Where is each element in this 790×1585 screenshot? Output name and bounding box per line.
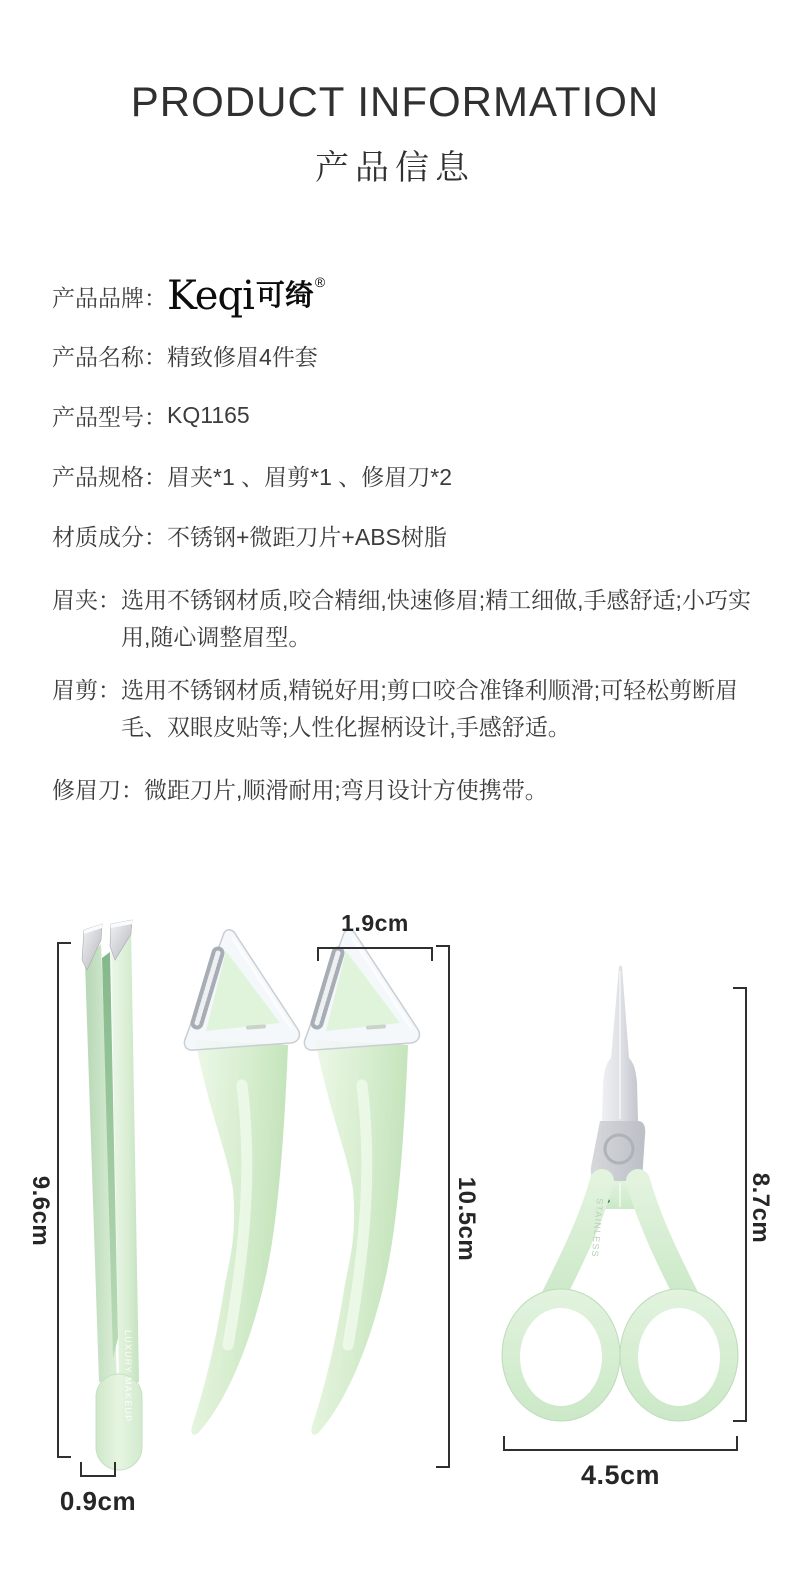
registered-mark-icon: ® [314,274,326,290]
dimension-label-razor-length: 10.5cm [453,1176,480,1262]
spec-value: 不锈钢+微距刀片+ABS树脂 [167,523,447,550]
desc-label: 修眉刀： [52,777,144,803]
desc-label: 眉剪： [52,677,121,703]
dimension-label-tweezers-length: 9.6cm [27,1175,54,1247]
spec-label: 产品型号： [52,403,167,430]
dimension-line-tweezers-length [57,942,71,1458]
dimension-line-razor-head-width [317,947,433,961]
spec-label: 产品名称： [52,343,167,370]
brand-label: 产品品牌： [52,284,167,311]
dimension-label-tweezers-width: 0.9cm [59,1486,137,1516]
dimension-line-scissors-length [733,987,747,1422]
scissors-marking-text: STAINLESS [589,1197,605,1259]
dimension-label-razor-head-width: 1.9cm [341,910,409,936]
dimension-label-scissors-width: 4.5cm [580,1460,661,1490]
scissors-image [498,963,743,1428]
dimension-label-scissors-length: 8.7cm [747,1172,774,1244]
dimension-line-scissors-width [503,1436,738,1451]
desc-value: 微距刀片,顺滑耐用;弯月设计方使携带。 [144,777,548,803]
desc-value: 选用不锈钢材质,精锐好用;剪口咬合准锋利顺滑;可轻松剪断眉毛、双眼皮贴等;人性化握柄设计,手感舒适。 [121,677,739,740]
desc-label: 眉夹： [52,587,121,613]
brand-logo-latin: Keqi [167,273,254,319]
tweezers-image [73,918,158,1478]
spec-label: 材质成分： [52,523,167,550]
spec-value: KQ1165 [167,401,250,428]
tweezers-marking-text: LUXURY MAKEUP [123,1330,133,1423]
spec-label: 产品规格： [52,463,167,490]
page-title-zh: 产品信息 [315,149,475,187]
spec-value: 精致修眉4件套 [167,343,318,370]
dimension-line-tweezers-width [80,1462,116,1477]
page-title-en: PRODUCT INFORMATION [130,78,660,125]
brand-logo-cjk: 可绮 [255,280,314,312]
desc-value: 选用不锈钢材质,咬合精细,快速修眉;精工细做,手感舒适;小巧实用,随心调整眉型。 [121,587,751,650]
spec-value: 眉夹*1 、眉剪*1 、修眉刀*2 [167,463,453,490]
dimension-line-razor-length [436,945,450,1468]
